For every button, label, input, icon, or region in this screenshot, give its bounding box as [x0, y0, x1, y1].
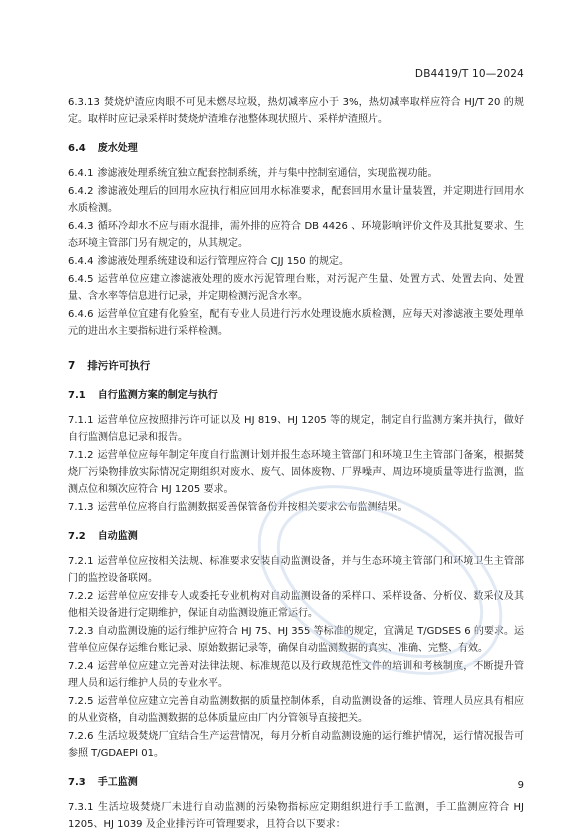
clause-paragraph	[68, 588, 524, 622]
clause-paragraph	[68, 412, 524, 446]
clause-text: 运营单位宜建有化验室，配有专业人员进行污水处理设施水质检测，应每天对渗滤液主要处理单元的进出水主要指标进行采样检测。	[68, 309, 524, 337]
subsection-heading	[68, 528, 524, 545]
clause-text: 运营单位应按相关法规、标准要求安装自动监测设备，并与生态环境主管部门和环境卫生主管部门的监控设备联网。	[68, 556, 524, 584]
subsection-heading	[68, 140, 524, 157]
clause-paragraph	[68, 94, 524, 128]
clause-number: 7.2.5	[68, 696, 94, 707]
clause-text: 自行监测方案的制定与执行	[97, 390, 218, 401]
clause-text: 运营单位应将自行监测数据妥善保管备份并按相关要求公布监测结果。	[97, 502, 408, 513]
clause-text: 生活垃圾焚烧厂宜结合生产运营情况，每月分析自动监测设施的运行维护情况，运行情况报告可参照 T/GDAEPI 01。	[68, 731, 524, 759]
standard-code: DB4419/T 10—2024	[414, 68, 524, 80]
clause-number: 6.4.1	[68, 168, 94, 179]
clause-number: 7	[68, 360, 76, 372]
clause-text: 废水处理	[97, 143, 138, 154]
clause-number: 6.4	[68, 143, 86, 154]
clause-text: 生活垃圾焚烧厂未进行自动监测的污染物指标应定期组织进行手工监测，手工监测应符合 HJ 1205、HJ 1039 及企业排污许可管理要求，且符合以下要求：	[68, 802, 524, 830]
clause-text: 运营单位应建立完善对法律法规、标准规范以及行政规范性文件的培训和考核制度，不断提升管理人员和运行维护人员的专业水平。	[68, 661, 524, 689]
clause-number: 7.3.1	[68, 802, 94, 813]
clause-paragraph	[68, 799, 524, 833]
subsection-heading	[68, 387, 524, 404]
clause-text: 运营单位应建立渗滤液处理的废水污泥管理台账，对污泥产生量、处置方式、处置去向、处置量、含水率等信息进行记录，并定期检测污泥含水率。	[68, 274, 524, 302]
clause-paragraph	[68, 728, 524, 762]
clause-number: 7.1.3	[68, 502, 94, 513]
clause-number: 7.2.3	[68, 626, 94, 637]
clause-text: 手工监测	[97, 777, 138, 788]
clause-paragraph	[68, 271, 524, 305]
clause-number: 7.1.2	[68, 450, 94, 461]
clause-paragraph	[68, 447, 524, 498]
clause-number: 7.1.1	[68, 415, 94, 426]
clause-number: 6.4.6	[68, 309, 94, 320]
clause-text: 焚烧炉渣应肉眼不可见未燃尽垃圾，热灱减率应小于 3%，热灱减率取样应符合 HJ/T 20 的规定。取样时应记录采样时焚烧炉渣堆存池整体现状照片、采样炉渣照片。	[68, 97, 524, 125]
clause-paragraph	[68, 183, 524, 217]
clause-number: 7.2.2	[68, 591, 94, 602]
clause-text: 自动监测	[97, 531, 138, 542]
clause-number: 7.2	[68, 531, 86, 542]
clause-text: 渗滤液处理系统宜独立配套控制系统，并与集中控制室通信，实现监视功能。	[97, 168, 438, 179]
clause-text: 排污许可执行	[87, 360, 151, 372]
clause-number: 7.2.4	[68, 661, 94, 672]
clause-paragraph	[68, 499, 524, 516]
clause-number: 7.2.6	[68, 731, 94, 742]
clause-text: 运营单位应按照排污许可证以及 HJ 819、HJ 1205 等的规定，制定自行监测方案并执行，做好自行监测信息记录和报告。	[68, 415, 524, 443]
clause-text: 运营单位应每年制定年度自行监测计划并报生态环境主管部门和环境卫生主管部门备案，根据焚烧厂污染物排放实际情况定期组织对废水、废气、固体废物、厂界噪声、周边环境质量等进行监测，监测点位和频次应符合 HJ 1205 要求。	[68, 450, 524, 495]
clause-number: 7.3	[68, 777, 86, 788]
clause-paragraph	[68, 165, 524, 182]
clause-number: 6.4.2	[68, 186, 94, 197]
clause-number: 6.4.5	[68, 274, 94, 285]
clause-text: 循环冷却水不应与雨水混排，需外排的应符合 DB 4426 、环境影响评价文件及其批复要求、生态环境主管部门另有规定的，从其规定。	[68, 221, 524, 249]
clause-number: 7.2.1	[68, 556, 94, 567]
clause-number: 6.3.13	[68, 97, 100, 108]
clause-text: 渗滤液处理系统建设和运行管理应符合 CJJ 150 的规定。	[97, 256, 349, 267]
document-body	[68, 94, 524, 834]
clause-text: 运营单位应建立完善自动监测数据的质量控制体系，自动监测设备的运维、管理人员应具有相应的从业资格，自动监测数据的总体质量应由厂内分管领导直接把关。	[68, 696, 524, 724]
clause-paragraph	[68, 623, 524, 657]
clause-paragraph	[68, 253, 524, 270]
clause-number: 6.4.4	[68, 256, 94, 267]
section-heading	[68, 358, 524, 375]
clause-text: 自动监测设施的运行维护应符合 HJ 75、HJ 355 等标准的规定，宜满足 T/GDSES 6 的要求。运营单位应保存运维台账记录、原始数据记录等，确保自动监测数据的真实、准确、完整、有效。	[68, 626, 524, 654]
clause-paragraph	[68, 658, 524, 692]
page-number: 9	[517, 780, 524, 791]
clause-text: 运营单位应安排专人或委托专业机构对自动监测设备的采样口、采样设备、分析仪、数采仪及其他相关设备进行定期维护，保证自动监测设施正常运行。	[68, 591, 524, 619]
subsection-heading	[68, 774, 524, 791]
clause-paragraph	[68, 306, 524, 340]
clause-number: 6.4.3	[68, 221, 94, 232]
clause-paragraph	[68, 218, 524, 252]
clause-paragraph	[68, 693, 524, 727]
clause-paragraph	[68, 553, 524, 587]
clause-number: 7.1	[68, 390, 86, 401]
clause-text: 渗滤液处理后的回用水应执行相应回用水标准要求，配套回用水量计量装置，并定期进行回用水水质检测。	[68, 186, 524, 214]
